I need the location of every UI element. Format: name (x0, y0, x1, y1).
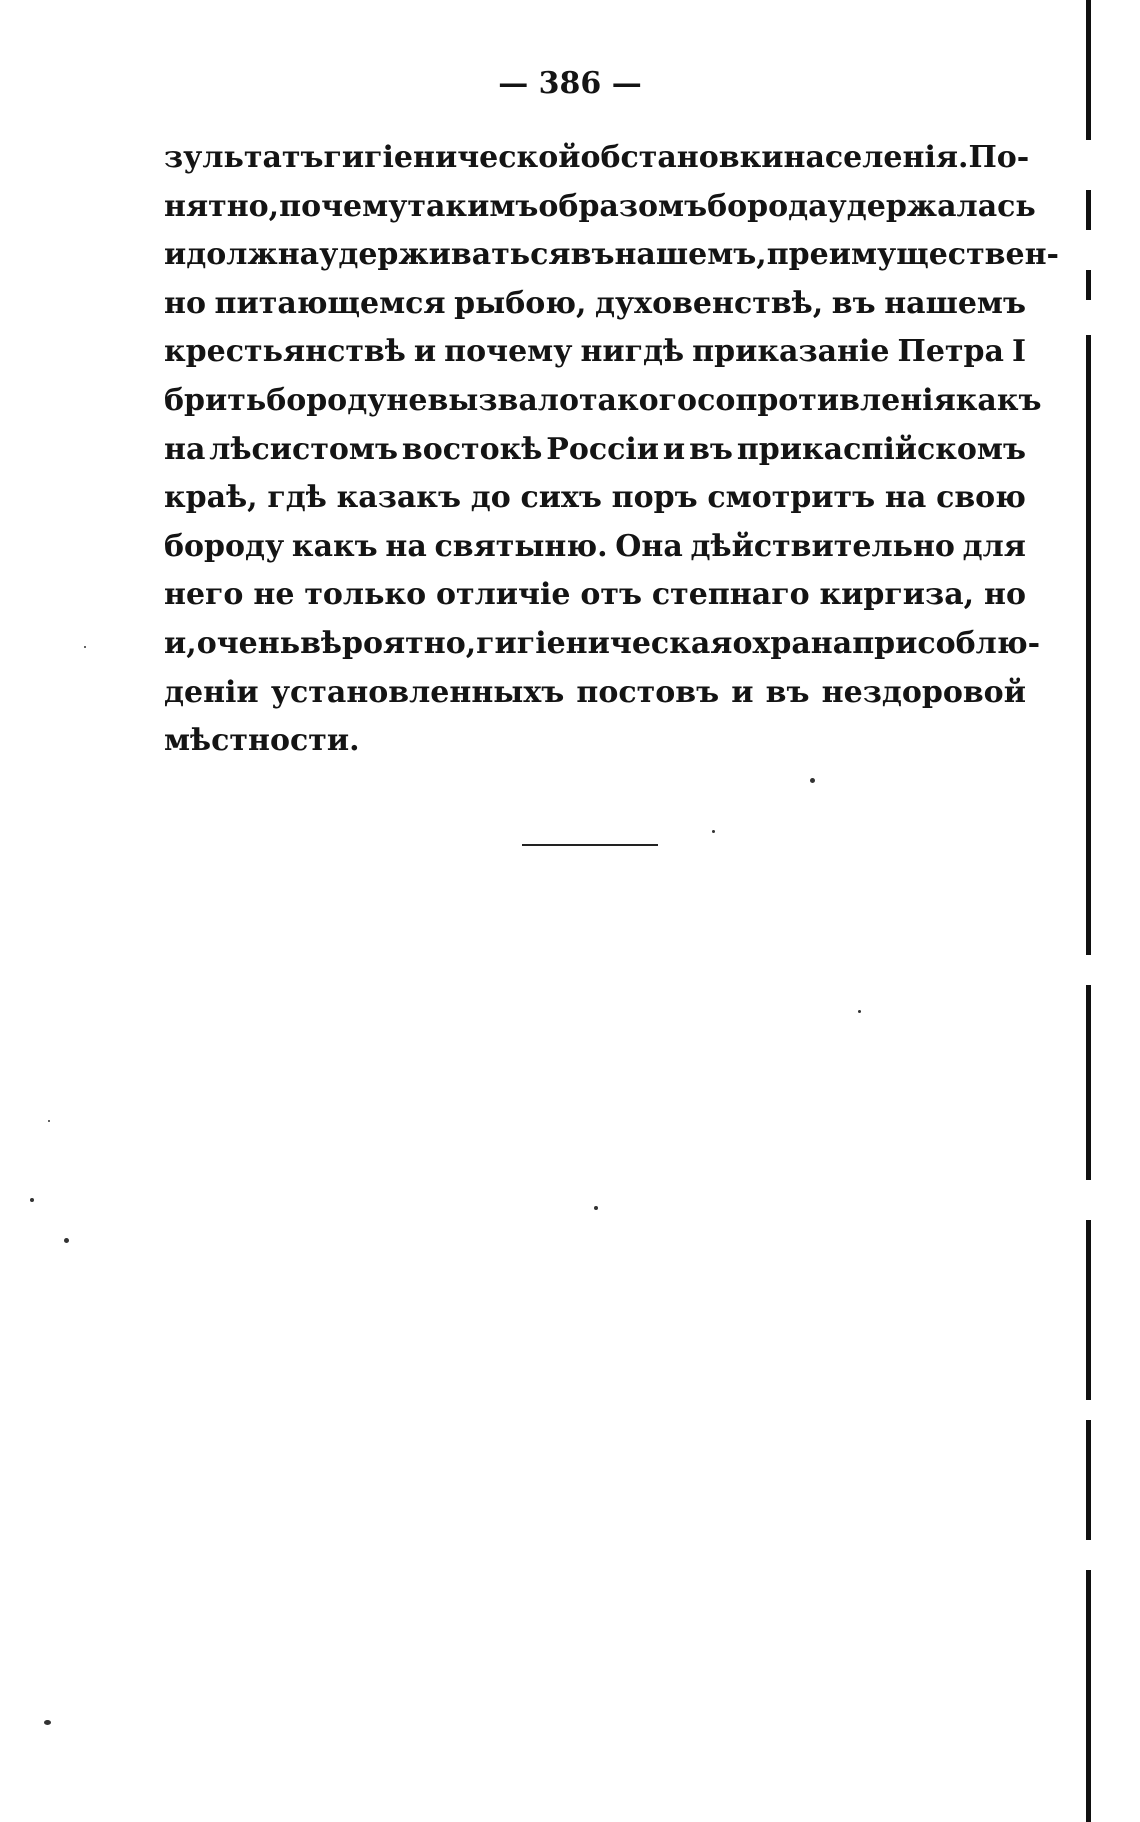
word: при (852, 625, 918, 661)
word: очень (196, 625, 301, 661)
word: зультатъ (164, 140, 324, 175)
text-line (164, 231, 1059, 280)
word: краѣ, (164, 480, 258, 516)
spine-gap (1084, 1400, 1093, 1420)
word: деніи (164, 674, 259, 710)
word: установленныхъ (270, 674, 565, 710)
word: По- (968, 140, 1030, 175)
word: на (385, 528, 427, 564)
word: казакъ (336, 480, 461, 516)
word: I (1011, 334, 1026, 370)
text-line (164, 183, 1036, 232)
word: почему (279, 188, 408, 224)
word: нездоровой (821, 674, 1026, 710)
word: прикаспійскомъ (736, 431, 1026, 467)
word: Петра (897, 334, 1004, 370)
word: нашемъ (884, 285, 1026, 321)
speck (48, 1120, 50, 1122)
word: на (164, 431, 206, 467)
word: гдѣ (267, 480, 327, 516)
word: образомъ (538, 188, 708, 224)
word: востокѣ (401, 431, 543, 467)
word: поръ (611, 480, 698, 516)
word: почему (444, 334, 573, 370)
word: и (164, 237, 187, 273)
word: обстановки (580, 140, 784, 175)
text-line (164, 523, 1026, 572)
word: сихъ (520, 480, 602, 516)
spine-gap (1084, 1540, 1093, 1570)
word: нашемъ, (614, 237, 767, 273)
word: крестьянствѣ (164, 334, 406, 370)
word: брить (164, 382, 267, 418)
word: должна (186, 237, 320, 273)
word: киргиза, (819, 577, 975, 613)
speck (594, 1206, 598, 1210)
word: Россіи (546, 431, 660, 467)
section-divider (522, 844, 658, 846)
text-line (164, 134, 1030, 183)
word: свою (936, 480, 1026, 516)
word: бороду (266, 382, 387, 418)
word: приказаніе (692, 334, 890, 370)
word: удержалась (827, 188, 1036, 224)
word: на (884, 480, 927, 516)
page-number: — 386 — (498, 66, 642, 101)
text-line-last: мѣстности. (164, 723, 360, 759)
word: какъ (291, 528, 378, 564)
word: такимъ (407, 188, 539, 224)
word: въ (570, 237, 615, 273)
word: только (304, 577, 427, 613)
word: гигіенической (323, 140, 581, 175)
word: Она (615, 528, 683, 564)
text-line (164, 620, 1041, 669)
word: степнаго (651, 577, 810, 613)
word: какъ (955, 382, 1042, 418)
speck (30, 1198, 34, 1202)
word: дѣйствительно (690, 528, 955, 564)
word: не (253, 577, 295, 613)
word: преимуществен- (766, 237, 1059, 273)
text-line (164, 669, 1026, 718)
word: въ (765, 674, 810, 710)
word: удерживаться (319, 237, 571, 273)
spine-gap (1084, 955, 1093, 985)
speck (858, 1010, 861, 1013)
word: вѣроятно, (300, 625, 477, 661)
word: лѣсистомъ (209, 431, 398, 467)
word: нигдѣ (580, 334, 685, 370)
word: въ (831, 285, 876, 321)
word: духовенствѣ, (594, 285, 824, 321)
word: сопротивленія (697, 382, 956, 418)
word: борода (707, 188, 828, 224)
word: гигіеническая (476, 625, 733, 661)
word: не (386, 382, 428, 418)
word: и (662, 431, 686, 467)
body-text (164, 134, 1059, 766)
word: но (164, 285, 206, 321)
text-line (164, 377, 1042, 426)
word: до (470, 480, 511, 516)
word: нятно, (164, 188, 280, 224)
text-line (164, 328, 1026, 377)
word: постовъ (576, 674, 720, 710)
word: для (962, 528, 1026, 564)
word: него (164, 577, 244, 613)
word: соблю- (917, 625, 1041, 661)
word: смотритъ (707, 480, 876, 516)
word: въ (689, 431, 733, 467)
text-line (164, 474, 1026, 523)
word: питающемся (214, 285, 446, 321)
word: и, (164, 625, 197, 661)
spine-gap (1084, 1180, 1093, 1220)
word: такого (578, 382, 698, 418)
speck (64, 1238, 69, 1243)
text-line (164, 571, 1026, 620)
text-line (164, 280, 1026, 329)
word: охрана (732, 625, 853, 661)
speck (712, 830, 715, 833)
word: и (413, 334, 437, 370)
word: святыню. (434, 528, 608, 564)
text-line (164, 426, 1026, 475)
speck (84, 646, 86, 648)
word: отличіе (436, 577, 571, 613)
word: отъ (580, 577, 642, 613)
word: населенія. (783, 140, 969, 175)
speck (44, 1720, 51, 1725)
speck (810, 778, 815, 783)
word: бороду (164, 528, 285, 564)
spine-gap (1084, 230, 1093, 270)
word: вызвало (427, 382, 579, 418)
spine-gap (1084, 140, 1093, 190)
spine-gap (1084, 300, 1093, 335)
word: но (983, 577, 1026, 613)
word: рыбою, (454, 285, 587, 321)
word: и (731, 674, 754, 710)
